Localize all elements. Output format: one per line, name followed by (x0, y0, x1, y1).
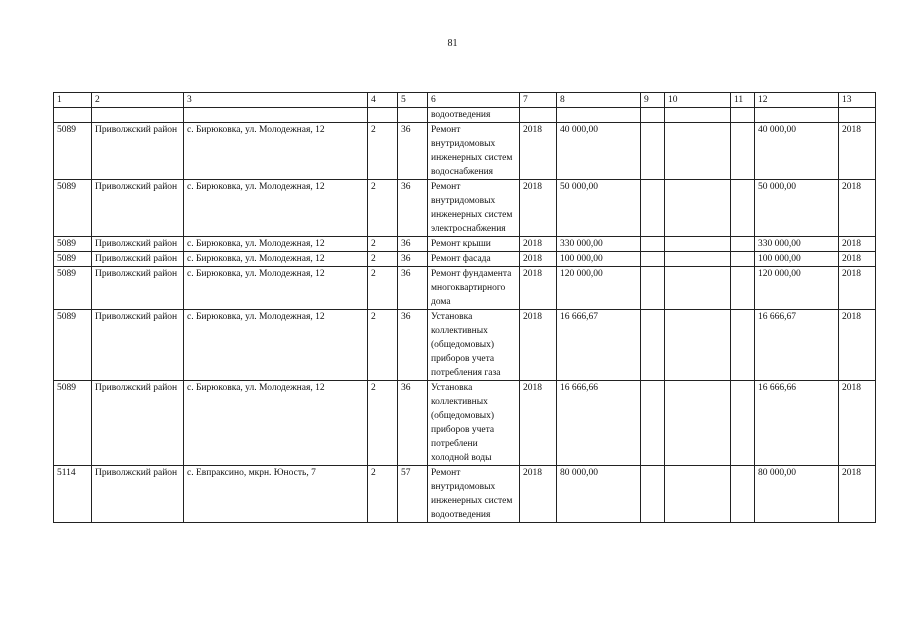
table-cell (665, 180, 731, 237)
table-body (54, 108, 876, 523)
table-cell: 80 000,00 (755, 466, 839, 523)
column-header: 9 (641, 93, 665, 108)
table-cell (731, 237, 755, 252)
table-cell (755, 108, 839, 123)
table-cell: Ремонт внутридомовых инженерных систем водоснабжения (428, 123, 520, 180)
table-header (54, 93, 876, 108)
column-header: 12 (755, 93, 839, 108)
table-cell (398, 108, 428, 123)
table-cell (731, 381, 755, 466)
table-cell: 50 000,00 (755, 180, 839, 237)
table-cell: 5089 (54, 180, 92, 237)
table-cell: 2018 (839, 237, 876, 252)
table-cell: 5089 (54, 267, 92, 310)
table-cell (731, 180, 755, 237)
table-row (54, 381, 876, 466)
column-header: 6 (428, 93, 520, 108)
table-cell: 2018 (520, 466, 557, 523)
table-cell: 36 (398, 252, 428, 267)
table-row (54, 252, 876, 267)
table-cell (665, 252, 731, 267)
table-cell (665, 381, 731, 466)
table-cell (557, 108, 641, 123)
table-cell: 16 666,67 (755, 310, 839, 381)
table-row (54, 237, 876, 252)
column-header: 13 (839, 93, 876, 108)
table-cell: Приволжский район (92, 252, 184, 267)
table-cell: Ремонт внутридомовых инженерных систем электроснабжения (428, 180, 520, 237)
table-cell: 330 000,00 (755, 237, 839, 252)
table-cell: 5089 (54, 123, 92, 180)
table-cell: Ремонт крыши (428, 237, 520, 252)
column-header: 10 (665, 93, 731, 108)
table-cell: Приволжский район (92, 237, 184, 252)
table-cell: Ремонт фундамента многоквартирного дома (428, 267, 520, 310)
table-cell (731, 252, 755, 267)
table-cell (665, 237, 731, 252)
table-cell: 100 000,00 (755, 252, 839, 267)
table-cell (839, 108, 876, 123)
table-cell (641, 381, 665, 466)
table-cell: водоотведения (428, 108, 520, 123)
table-cell: с. Бирюковка, ул. Молодежная, 12 (184, 180, 368, 237)
column-header: 1 (54, 93, 92, 108)
table-cell: 36 (398, 237, 428, 252)
table-cell: 5114 (54, 466, 92, 523)
table-cell: Приволжский район (92, 123, 184, 180)
table-cell: 100 000,00 (557, 252, 641, 267)
table-cell (665, 123, 731, 180)
table-cell: 2018 (839, 123, 876, 180)
table-cell: 2018 (520, 123, 557, 180)
table-cell: 2 (368, 267, 398, 310)
table-cell: 2018 (520, 381, 557, 466)
table-cell: 16 666,67 (557, 310, 641, 381)
table-cell: Приволжский район (92, 267, 184, 310)
table-cell: 40 000,00 (557, 123, 641, 180)
column-header: 11 (731, 93, 755, 108)
table-cell: 2018 (520, 252, 557, 267)
column-header: 2 (92, 93, 184, 108)
table-cell (665, 466, 731, 523)
table-cell: 5089 (54, 381, 92, 466)
table-cell (368, 108, 398, 123)
table-cell (184, 108, 368, 123)
table-cell (54, 108, 92, 123)
table-cell: с. Бирюковка, ул. Молодежная, 12 (184, 252, 368, 267)
table-cell: 120 000,00 (755, 267, 839, 310)
table-cell: 36 (398, 180, 428, 237)
column-header: 4 (368, 93, 398, 108)
table-row (54, 310, 876, 381)
table-cell: 2018 (839, 267, 876, 310)
header-row (54, 93, 876, 108)
table-cell (731, 123, 755, 180)
table-cell: с. Бирюковка, ул. Молодежная, 12 (184, 237, 368, 252)
table-cell (731, 108, 755, 123)
table-cell: 36 (398, 310, 428, 381)
table-cell: 36 (398, 267, 428, 310)
table-cell: 2018 (520, 180, 557, 237)
table-row (54, 123, 876, 180)
table-cell: с. Евпраксино, мкрн. Юность, 7 (184, 466, 368, 523)
table-cell (641, 108, 665, 123)
table-cell: 2018 (520, 267, 557, 310)
table-cell: 2018 (839, 252, 876, 267)
table-cell: 2 (368, 123, 398, 180)
table-row (54, 180, 876, 237)
table-cell: 5089 (54, 252, 92, 267)
table-cell (665, 310, 731, 381)
table-cell: 2 (368, 310, 398, 381)
table-cell (641, 123, 665, 180)
table-cell: 2 (368, 466, 398, 523)
table-cell: с. Бирюковка, ул. Молодежная, 12 (184, 310, 368, 381)
table-cell (641, 180, 665, 237)
table-cell (641, 466, 665, 523)
table-cell (731, 466, 755, 523)
table-cell: 36 (398, 123, 428, 180)
table-cell: 16 666,66 (755, 381, 839, 466)
column-header: 3 (184, 93, 368, 108)
table-cell (520, 108, 557, 123)
table-cell: 40 000,00 (755, 123, 839, 180)
page-number: 81 (447, 38, 458, 49)
table-row (54, 108, 876, 123)
table-cell: Приволжский район (92, 180, 184, 237)
column-header: 8 (557, 93, 641, 108)
table-cell: 2018 (839, 466, 876, 523)
table-cell: 2 (368, 237, 398, 252)
table-cell: Приволжский район (92, 466, 184, 523)
table-cell: 5089 (54, 310, 92, 381)
table-cell: Ремонт внутридомовых инженерных систем водоотведения (428, 466, 520, 523)
table-cell: 2018 (839, 381, 876, 466)
table-cell (665, 108, 731, 123)
table-cell: 16 666,66 (557, 381, 641, 466)
table-cell: 120 000,00 (557, 267, 641, 310)
table-cell (641, 237, 665, 252)
table-cell (641, 267, 665, 310)
table-cell: 36 (398, 381, 428, 466)
table-cell (731, 267, 755, 310)
table-cell: 2018 (520, 310, 557, 381)
data-table (53, 92, 876, 523)
table-cell: 80 000,00 (557, 466, 641, 523)
table-cell: с. Бирюковка, ул. Молодежная, 12 (184, 123, 368, 180)
table-cell (665, 267, 731, 310)
table-cell (641, 252, 665, 267)
table-cell: 330 000,00 (557, 237, 641, 252)
table-cell (731, 310, 755, 381)
table-cell: 57 (398, 466, 428, 523)
table-row (54, 267, 876, 310)
table-cell: 2018 (839, 180, 876, 237)
table-cell: с. Бирюковка, ул. Молодежная, 12 (184, 381, 368, 466)
table-cell: 50 000,00 (557, 180, 641, 237)
table-cell: Установка коллективных (общедомовых) приборов учета потребления газа (428, 310, 520, 381)
table-cell: 2 (368, 381, 398, 466)
table-cell: с. Бирюковка, ул. Молодежная, 12 (184, 267, 368, 310)
table-cell: Ремонт фасада (428, 252, 520, 267)
table-cell: 2 (368, 180, 398, 237)
column-header: 7 (520, 93, 557, 108)
table-row (54, 466, 876, 523)
table-cell: Приволжский район (92, 310, 184, 381)
table-cell: Приволжский район (92, 381, 184, 466)
table-cell: 2018 (839, 310, 876, 381)
table-cell: 2 (368, 252, 398, 267)
table-cell: 5089 (54, 237, 92, 252)
table-cell: Установка коллективных (общедомовых) приборов учета потреблени холодной воды (428, 381, 520, 466)
column-header: 5 (398, 93, 428, 108)
table-cell (92, 108, 184, 123)
table-cell (641, 310, 665, 381)
table-cell: 2018 (520, 237, 557, 252)
